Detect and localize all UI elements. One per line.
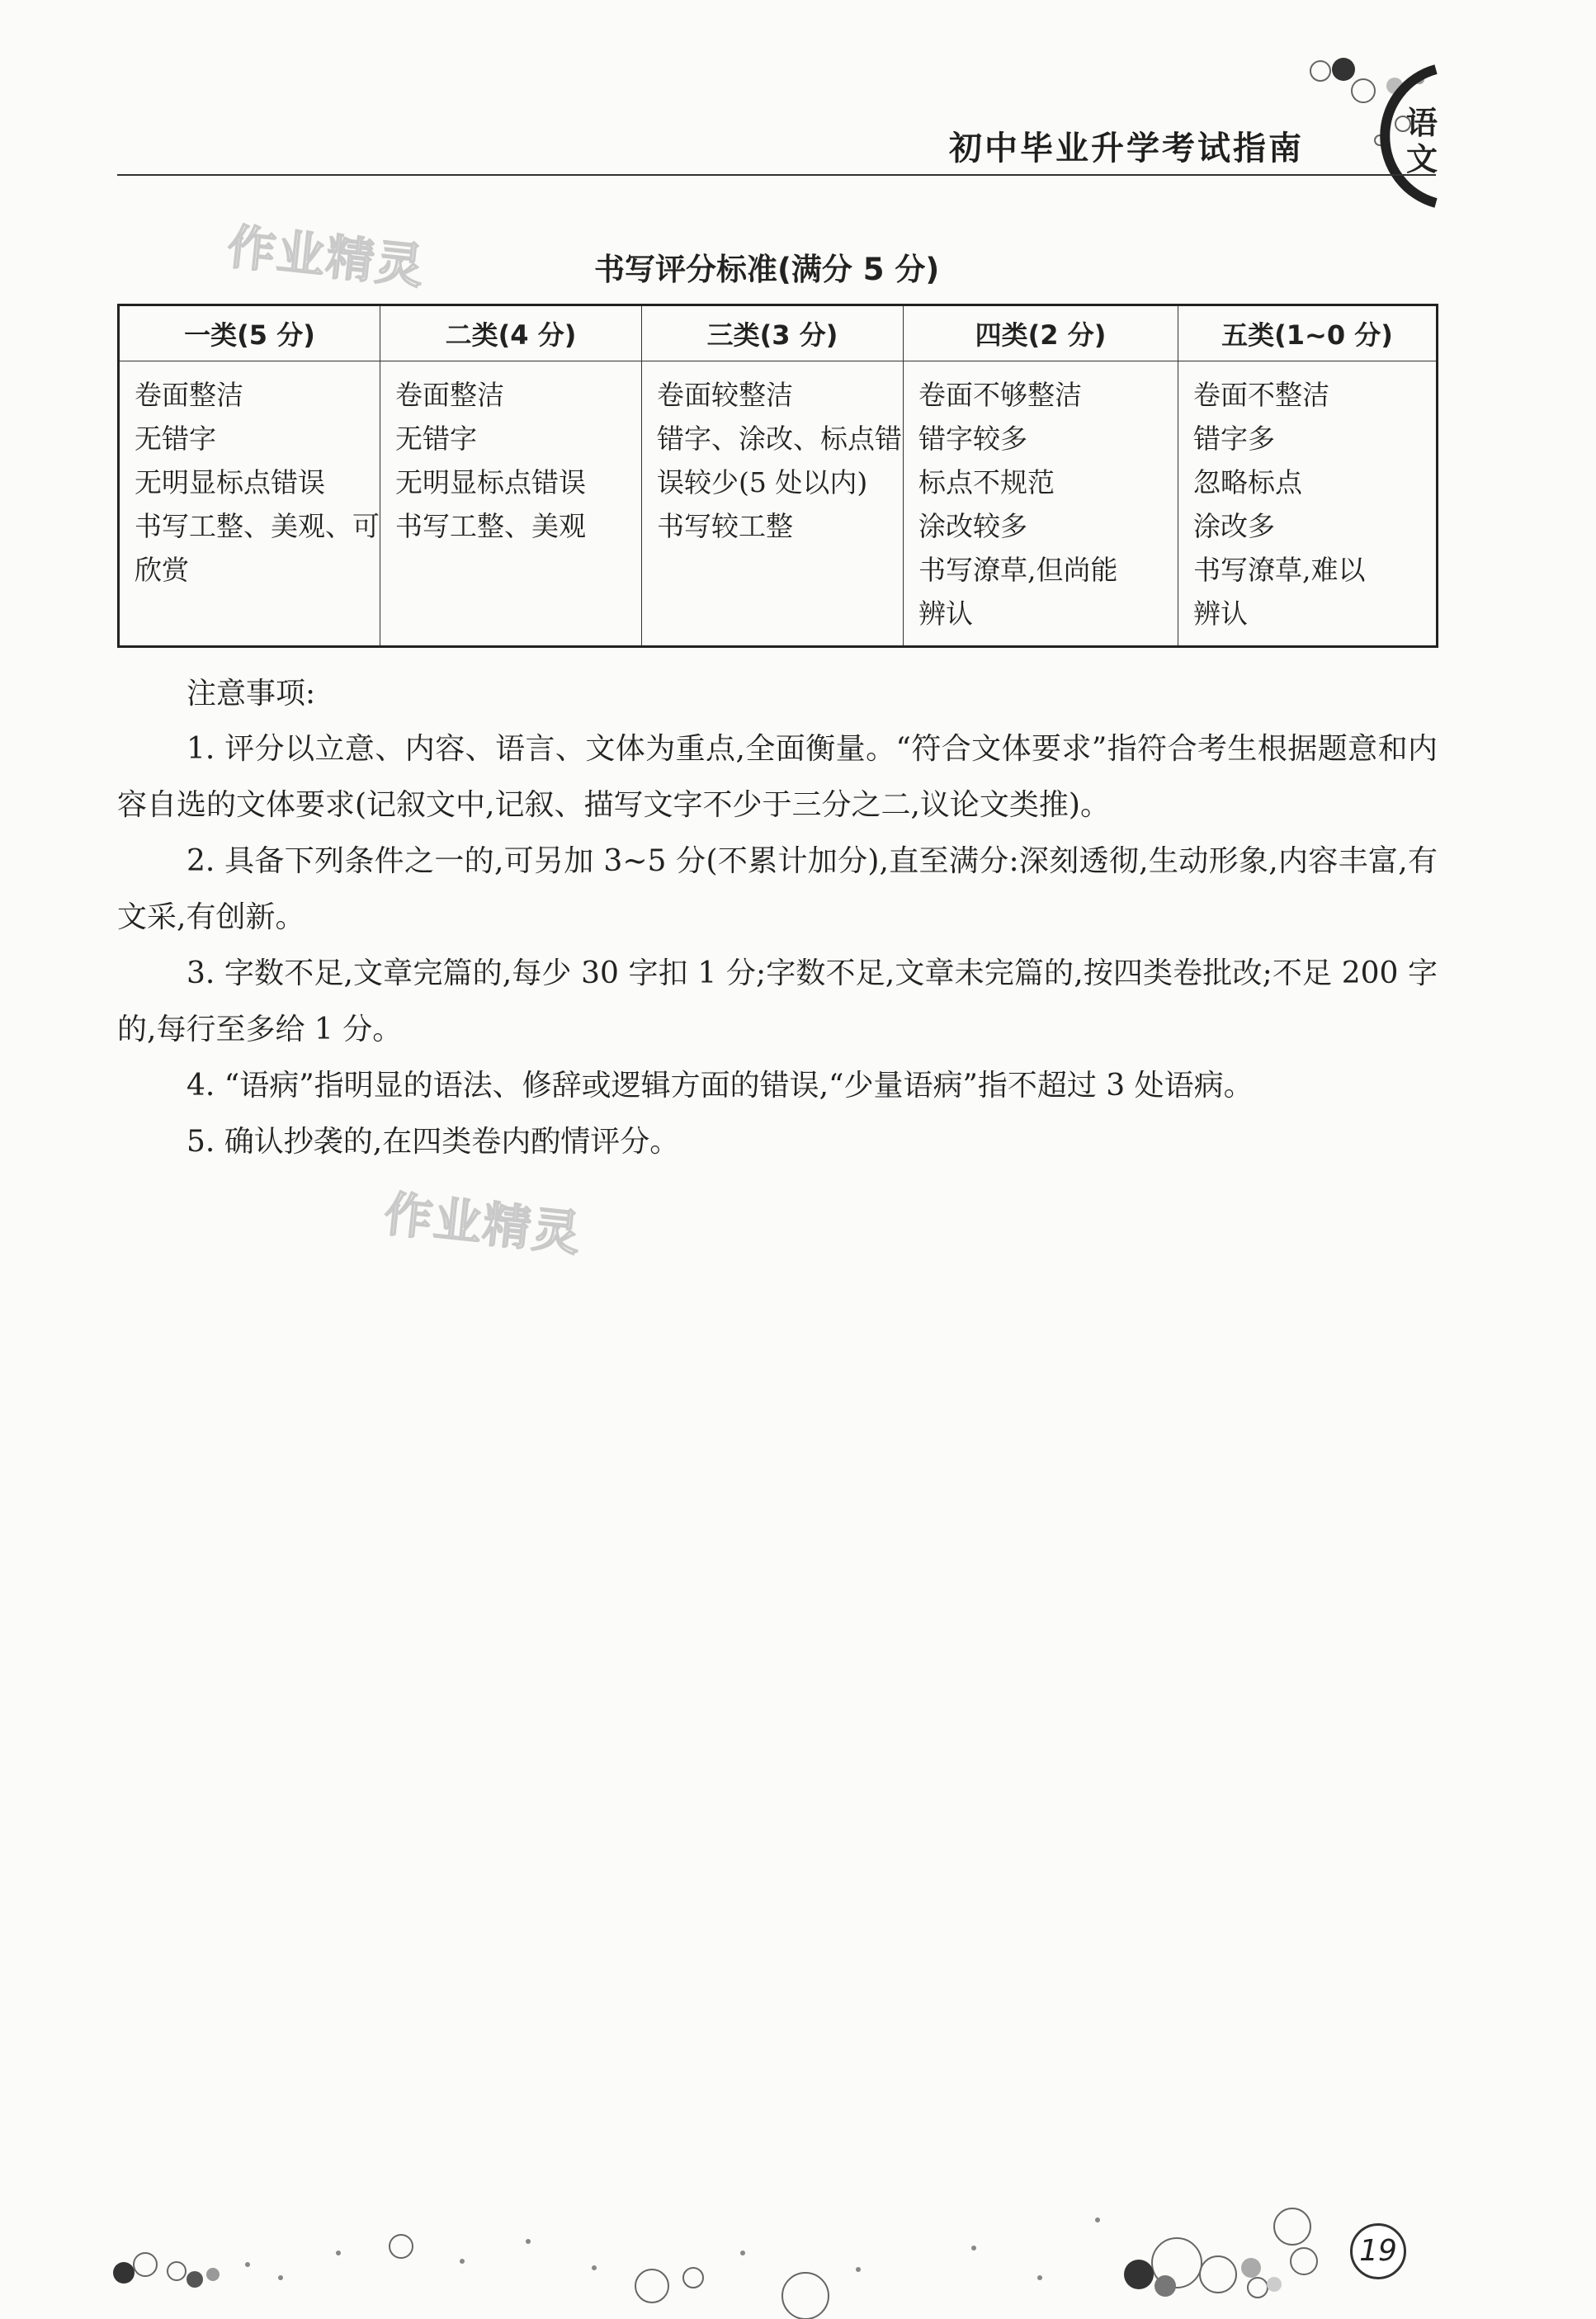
note-item-4: 4. “语病”指明显的语法、修辞或逻辑方面的错误,“少量语病”指不超过 3 处语病。: [187, 1069, 1254, 1103]
note-item-1: 1. 评分以立意、内容、语言、文体为重点,全面衡量。“符合文体要求”指符合考生根据题意和内容自选的文体要求(记叙文中,记叙、描写文字不少于三分之二,议论文类推)。: [117, 732, 1438, 822]
cell-line: 无明显标点错误: [135, 466, 325, 498]
column-header: 四类(2 分): [904, 305, 1178, 361]
cell-line: 欣赏: [135, 554, 189, 586]
cell-line: 无错字: [135, 423, 216, 455]
notes-heading: 注意事项:: [187, 677, 316, 711]
column-header: 五类(1~0 分): [1178, 305, 1438, 361]
table-header-row: [119, 305, 1438, 361]
table-cell: [904, 361, 1178, 647]
cell-line: 卷面不够整洁: [918, 379, 1082, 411]
cell-line: 书写潦草,难以: [1193, 554, 1366, 586]
cell-line: 书写工整、美观: [395, 510, 586, 542]
cell-line: 卷面整洁: [135, 379, 243, 411]
cell-line: 书写较工整: [657, 510, 793, 542]
cell-line: 卷面较整洁: [657, 379, 793, 411]
cell-line: 错字多: [1193, 423, 1275, 455]
cell-line: 误较少(5 处以内): [657, 466, 868, 498]
column-header: 一类(5 分): [119, 305, 380, 361]
cell-line: 涂改多: [1193, 510, 1275, 542]
column-header: 三类(3 分): [642, 305, 904, 361]
cell-line: 涂改较多: [918, 510, 1027, 542]
table-cell: [642, 361, 904, 647]
subject-badge: [1370, 63, 1494, 203]
table-row: [119, 361, 1438, 647]
table-title: 书写评分标准(满分 5 分): [594, 252, 940, 287]
page-number: 19: [1350, 2223, 1406, 2279]
cell-line: 卷面整洁: [395, 379, 504, 411]
subject-char-top: 语: [1406, 104, 1438, 141]
note-item-5: 5. 确认抄袭的,在四类卷内酌情评分。: [187, 1125, 680, 1159]
cell-line: 卷面不整洁: [1193, 379, 1329, 411]
cell-line: 错字、涂改、标点错: [657, 423, 902, 455]
cell-line: 辨认: [1193, 597, 1248, 630]
table-cell: [1178, 361, 1438, 647]
cell-line: 辨认: [918, 597, 973, 630]
cell-line: 无明显标点错误: [395, 466, 586, 498]
note-item-3: 3. 字数不足,文章完篇的,每少 30 字扣 1 分;字数不足,文章未完篇的,按四类卷批改;不足 200 字的,每行至多给 1 分。: [117, 956, 1438, 1046]
table-cell: [380, 361, 642, 647]
grading-table: [117, 304, 1438, 648]
column-header: 二类(4 分): [380, 305, 642, 361]
table-cell: [119, 361, 380, 647]
cell-line: 忽略标点: [1193, 466, 1302, 498]
cell-line: 错字较多: [918, 423, 1027, 455]
cell-line: 书写工整、美观、可: [135, 510, 380, 542]
watermark: 作业精灵: [224, 218, 428, 295]
header-title: 初中毕业升学考试指南: [949, 129, 1304, 168]
header-rule: [117, 174, 1436, 176]
subject-char-bottom: 文: [1406, 140, 1438, 177]
cell-line: 标点不规范: [918, 466, 1055, 498]
cell-line: 书写潦草,但尚能: [918, 554, 1118, 586]
watermark: 作业精灵: [381, 1185, 585, 1263]
note-item-2: 2. 具备下列条件之一的,可另加 3~5 分(不累计加分),直至满分:深刻透彻,生动形象,内容丰富,有文采,有创新。: [117, 844, 1438, 934]
cell-line: 无错字: [395, 423, 477, 455]
